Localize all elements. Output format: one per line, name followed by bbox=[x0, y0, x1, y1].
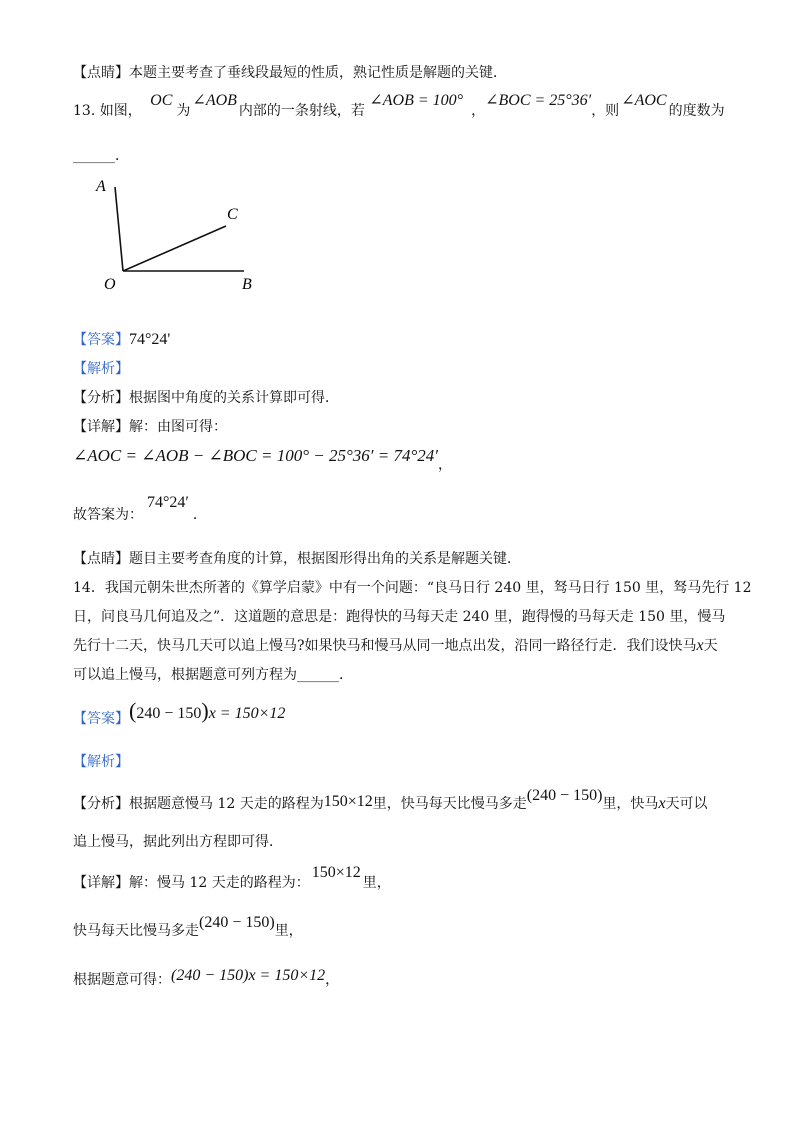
q13-conclusion bbox=[73, 494, 207, 525]
q14-answer-label: 【答案】 bbox=[73, 711, 129, 727]
q14-fenxi-m2: (240 − 150) bbox=[526, 787, 603, 804]
q14-line3-end: 天 bbox=[703, 638, 718, 654]
q14-xiangjie bbox=[73, 864, 391, 893]
ray-oa bbox=[115, 187, 123, 271]
q14-step3 bbox=[73, 967, 340, 990]
q13-text-5: 的度数为 bbox=[668, 103, 725, 119]
q13-text-1: 如图， bbox=[99, 103, 142, 119]
q14-xj-m: 150×12 bbox=[311, 864, 361, 881]
q14-l2-b: 里， bbox=[274, 923, 303, 939]
prev-comment: 【点睛】本题主要考查了垂线段最短的性质，熟记性质是解题的关键． bbox=[73, 65, 507, 81]
q13-stem-line1 bbox=[73, 92, 725, 121]
q14-line3-text: 先行十二天，快马几天可以追上慢马?如果快马和慢马从同一地点出发，沿同一路径行走．我们设快马 bbox=[73, 638, 697, 654]
q14-fenxi-line2: 追上慢马，据此列出方程即可得． bbox=[73, 834, 283, 850]
q13-analysis-label: 【解析】 bbox=[73, 361, 129, 377]
eq-inner: 240 − 150 bbox=[136, 705, 202, 722]
angle-figure bbox=[90, 175, 280, 300]
q13-text-4: ，则 bbox=[591, 103, 620, 119]
q14-fenxi-c: 里，快马 bbox=[602, 796, 659, 812]
eq-lparen: ( bbox=[129, 698, 137, 723]
q14-var-x: x bbox=[696, 637, 704, 654]
q13-text-2: 为 bbox=[176, 103, 191, 119]
q13-calc: ∠AOC = ∠AOB − ∠BOC = 100° − 25°36′ = 74°24′ bbox=[73, 446, 438, 465]
q14-l2-a: 快马每天比慢马多走 bbox=[73, 923, 199, 939]
q14-fenxi-a: 【分析】根据题意慢马 12 天走的路程为 bbox=[73, 796, 324, 812]
q14-l2-m: (240 − 150) bbox=[199, 914, 275, 931]
q13-cond1: ∠AOB = 100° bbox=[369, 92, 464, 109]
eq-rparen: ) bbox=[201, 698, 209, 723]
q14-line3 bbox=[73, 636, 718, 656]
q13-answer bbox=[73, 330, 170, 350]
label-b: B bbox=[242, 276, 252, 293]
q13-dianjing: 【点睛】题目主要考查角度的计算，根据图形得出角的关系是解题关键． bbox=[73, 551, 521, 567]
q14-xj-a: 【详解】解：慢马 12 天走的路程为： bbox=[73, 875, 310, 891]
label-c: C bbox=[227, 206, 238, 223]
q13-cond2: ∠BOC = 25°36′ bbox=[485, 92, 592, 109]
q13-angle-aoc: ∠AOC bbox=[621, 92, 667, 109]
q14-fenxi-m1: 150×12 bbox=[323, 793, 373, 810]
label-a: A bbox=[96, 178, 106, 195]
q13-fenxi: 【分析】根据图中角度的关系计算即可得． bbox=[73, 390, 339, 406]
q14-fenxi bbox=[73, 787, 708, 814]
q13-text-3: 内部的一条射线，若 bbox=[238, 103, 365, 119]
q14-line2: 日，问良马几何追及之”．这道题的意思是：跑得快的马每天走 240 里，跑得慢的马每天走 150 里，慢马 bbox=[73, 609, 726, 625]
q13-number: 13. bbox=[73, 103, 96, 119]
q13-conclude-value: 74°24′ bbox=[147, 494, 189, 511]
q13-angle-aob: ∠AOB bbox=[192, 92, 237, 109]
label-o: O bbox=[104, 276, 116, 293]
q14-l3-m: (240 − 150)x = 150×12 bbox=[171, 967, 326, 984]
q14-line1: 14．我国元朝朱世杰所著的《算学启蒙》中有一个问题：“良马日行 240 里，驽马日行 150 里，驽马先行 12 bbox=[73, 580, 752, 596]
q14-xj-b: 里， bbox=[362, 875, 391, 891]
q13-blank: ______． bbox=[73, 148, 129, 164]
q13-comma: ， bbox=[471, 103, 486, 119]
q13-conclude-end: ． bbox=[192, 507, 207, 523]
q14-fenxi-d: 天可以 bbox=[665, 796, 708, 812]
q13-calc-line bbox=[73, 446, 452, 473]
q14-step2 bbox=[73, 914, 303, 941]
q13-xiangjie: 【详解】解：由图可得： bbox=[73, 419, 227, 435]
q14-l3-a: 根据题意可得： bbox=[73, 972, 171, 988]
q13-conclude-text: 故答案为： bbox=[73, 507, 143, 523]
q14-line4: 可以追上慢马，根据题意可列方程为______． bbox=[73, 667, 353, 683]
q14-answer bbox=[73, 698, 286, 729]
q13-answer-label: 【答案】 bbox=[73, 332, 129, 348]
q14-answer-eq bbox=[129, 698, 286, 724]
eq-rest: x = 150×12 bbox=[208, 705, 286, 722]
q14-fenxi-x: x bbox=[658, 795, 666, 812]
q14-l3-b: ， bbox=[325, 972, 340, 988]
q13-oc: OC bbox=[150, 92, 173, 109]
q14-analysis-label: 【解析】 bbox=[73, 754, 129, 770]
q13-answer-value: 74°24' bbox=[129, 331, 171, 348]
q14-fenxi-b: 里，快马每天比慢马多走 bbox=[372, 796, 527, 812]
q13-calc-end: ， bbox=[437, 457, 452, 473]
ray-oc bbox=[123, 226, 226, 271]
